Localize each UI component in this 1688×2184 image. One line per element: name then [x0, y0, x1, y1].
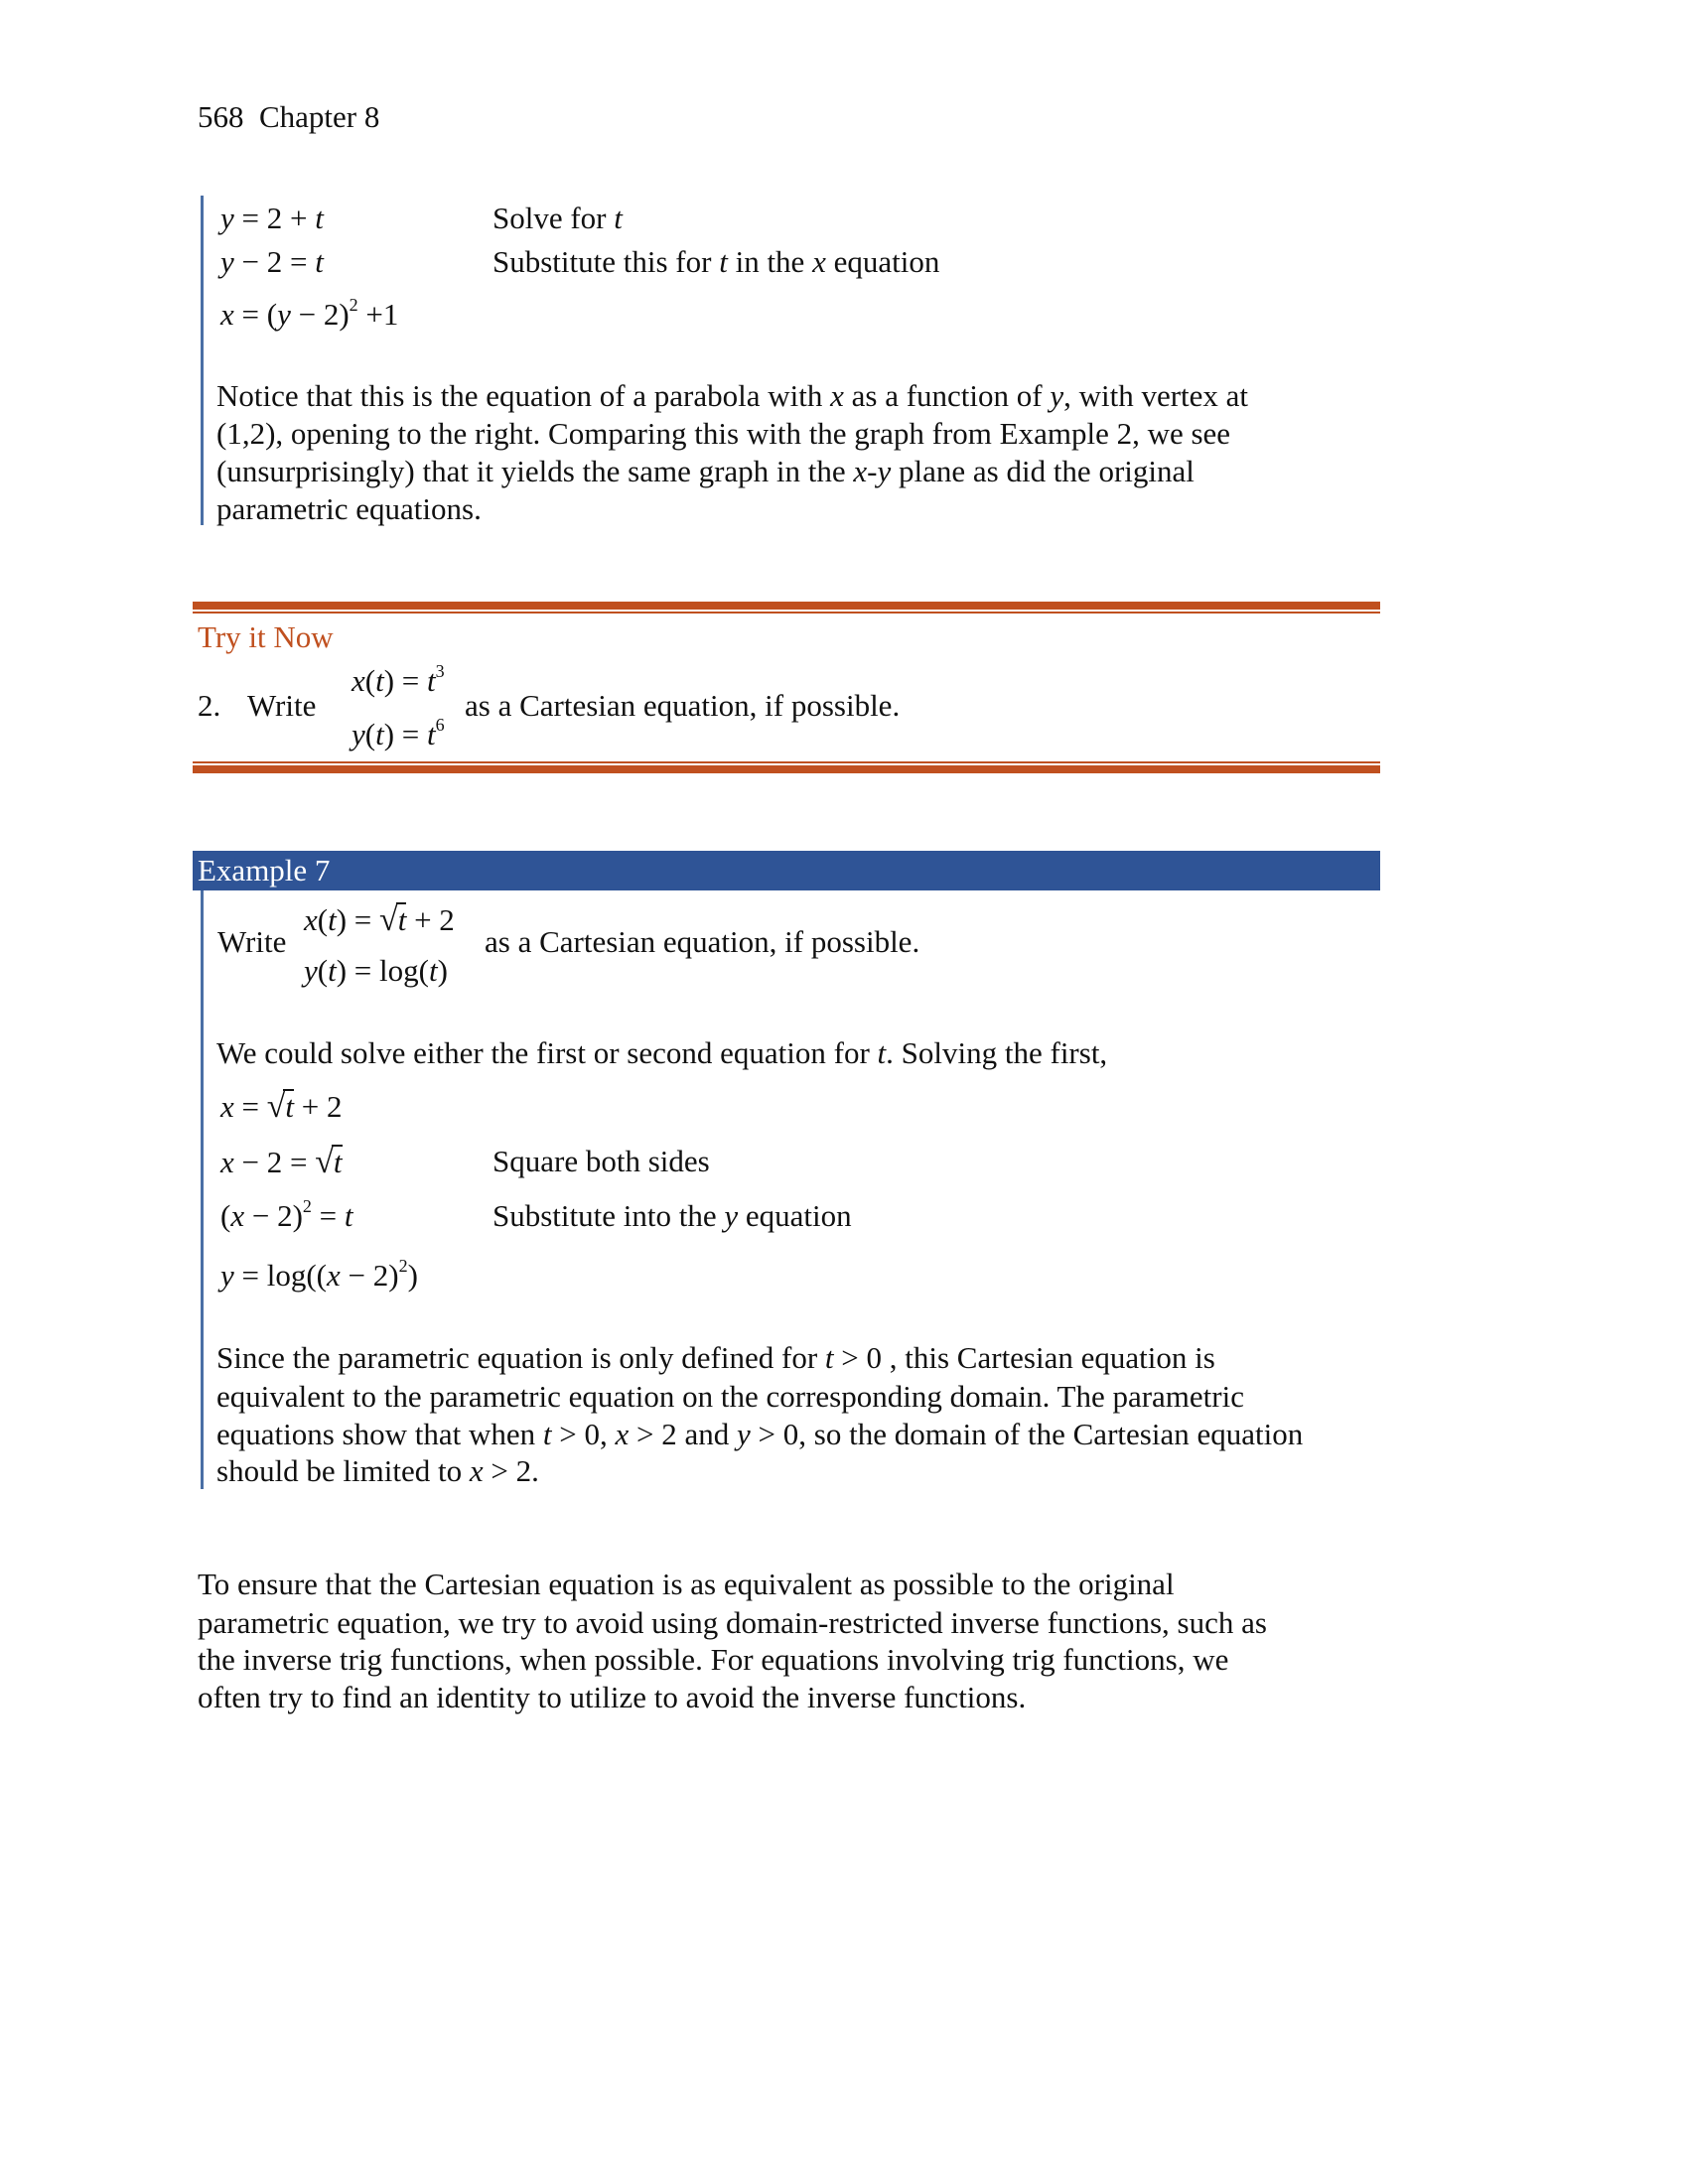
math-variable: t	[328, 953, 337, 988]
text-run: ) =	[336, 902, 380, 937]
text-run: + 2	[406, 902, 455, 937]
text-run: = log((	[233, 1258, 328, 1293]
math-variable: t	[719, 244, 728, 279]
text-run: (	[317, 953, 329, 988]
equation-step	[220, 201, 324, 236]
text-run: the inverse trig functions, when possible. For equations involving trig functions, we	[198, 1642, 1229, 1677]
math-variable: t	[614, 201, 623, 235]
text-run: equations show that when	[216, 1417, 543, 1451]
text-run: equivalent to the parametric equation on the corresponding domain. The parametric	[216, 1379, 1244, 1414]
text-run: )	[407, 1258, 418, 1293]
math-variable: t	[877, 1035, 887, 1070]
text-run: + 2	[294, 1089, 343, 1124]
math-variable: x	[615, 1417, 630, 1451]
math-variable: t	[542, 1417, 552, 1451]
math-variable: x-y	[853, 454, 892, 488]
paragraph-line	[198, 1642, 1228, 1678]
math-variable: t	[285, 1089, 295, 1124]
math-variable: y	[737, 1417, 751, 1451]
text-run: Since the parametric equation is only defined for	[216, 1340, 825, 1375]
math-variable: t	[427, 717, 436, 751]
text-run: = (	[233, 297, 278, 332]
math-variable: y	[724, 1198, 739, 1233]
step-note	[492, 201, 623, 236]
paragraph-line	[216, 416, 1230, 452]
paragraph-line	[216, 1379, 1244, 1415]
text-run: =	[311, 1198, 345, 1233]
text-run: plane as did the original	[891, 454, 1195, 488]
exercise-eq-x	[352, 663, 445, 699]
text-run: often try to find an identity to utilize to avoid the inverse functions.	[198, 1680, 1027, 1714]
try-top-bar-thin	[193, 612, 1380, 614]
example-border	[201, 196, 204, 525]
paragraph-line	[216, 491, 482, 527]
text-run: > 2.	[483, 1453, 539, 1488]
math-variable: y	[220, 201, 234, 235]
math-variable: t	[824, 1340, 834, 1375]
text-run: )	[437, 953, 448, 988]
math-variable: y	[304, 953, 318, 988]
text-run: To ensure that the Cartesian equation is as equivalent as possible to the original	[198, 1567, 1175, 1601]
text-run: equation	[738, 1198, 852, 1233]
sqrt-sign: √	[266, 1088, 286, 1125]
example-eq-y	[304, 953, 448, 989]
text-run: (	[220, 1198, 231, 1233]
superscript: 3	[435, 661, 445, 681]
example-eq-x	[304, 901, 455, 939]
sqrt-sign: √	[315, 1144, 334, 1180]
math-variable: t	[328, 902, 337, 937]
exercise-write: Write	[247, 688, 317, 723]
paragraph-line	[216, 1453, 539, 1489]
text-run: as a function of	[843, 378, 1051, 413]
math-variable: t	[315, 244, 324, 279]
equation-step	[220, 1258, 418, 1294]
math-variable: t	[333, 1145, 343, 1179]
math-variable: x	[812, 244, 826, 279]
text-run: (1,2), opening to the right. Comparing this with the graph from Example 2, we see	[216, 416, 1231, 451]
text-run: > 0, so the domain of the Cartesian equation	[750, 1417, 1304, 1451]
math-variable: t	[427, 663, 436, 698]
text-run: > 0 , this Cartesian equation is	[833, 1340, 1215, 1375]
text-run: > 2 and	[629, 1417, 738, 1451]
step-note	[492, 1144, 710, 1179]
paragraph-line	[216, 1417, 1303, 1452]
text-run: − 2 =	[233, 244, 316, 279]
text-run: parametric equations.	[216, 491, 482, 526]
text-run: = 2 +	[233, 201, 316, 235]
text-run: − 2)	[340, 1258, 399, 1293]
text-run: − 2)	[244, 1198, 303, 1233]
text-run: > 0,	[551, 1417, 616, 1451]
superscript: 2	[349, 295, 358, 315]
text-run: Notice that this is the equation of a parabola with	[216, 378, 831, 413]
math-variable: x	[220, 1145, 234, 1179]
text-run: (unsurprisingly) that it yields the same graph in the	[216, 454, 854, 488]
example-write: Write	[217, 924, 287, 959]
math-variable: y	[352, 717, 365, 751]
try-it-now-title: Try it Now	[198, 619, 334, 654]
text-run: (	[317, 902, 329, 937]
superscript: 2	[398, 1256, 408, 1276]
step-note	[492, 1198, 852, 1234]
try-bottom-bar-thin	[193, 761, 1380, 763]
paragraph-line	[216, 378, 1248, 414]
paragraph-line	[216, 454, 1195, 489]
text-run: Square both sides	[492, 1144, 710, 1178]
math-variable: x	[220, 297, 234, 332]
math-variable: y	[220, 1258, 234, 1293]
math-variable: t	[344, 1198, 353, 1233]
text-run: Substitute into the	[492, 1198, 725, 1233]
superscript: 6	[435, 715, 445, 735]
text-run: in the	[727, 244, 813, 279]
math-variable: t	[375, 717, 384, 751]
text-run: Solve for	[492, 201, 615, 235]
equation-step	[220, 297, 398, 333]
sqrt-sign: √	[379, 901, 398, 938]
text-run: − 2 =	[233, 1145, 316, 1179]
equation-step	[220, 1144, 343, 1181]
text-run: Substitute this for	[492, 244, 720, 279]
math-variable: x	[327, 1258, 341, 1293]
math-variable: y	[277, 297, 291, 332]
text-run: ) =	[383, 663, 428, 698]
example-border	[201, 890, 204, 1489]
text-run: , with vertex at	[1063, 378, 1249, 413]
equation-step	[220, 1088, 343, 1126]
example-suffix: as a Cartesian equation, if possible.	[485, 924, 920, 959]
try-top-bar-thick	[193, 602, 1380, 610]
math-variable: x	[304, 902, 318, 937]
text-run: (	[364, 663, 376, 698]
try-bottom-bar-thick	[193, 765, 1380, 773]
exercise-suffix: as a Cartesian equation, if possible.	[465, 688, 901, 723]
text-run: . Solving the first,	[886, 1035, 1108, 1070]
paragraph-line	[198, 1680, 1026, 1715]
math-variable: x	[220, 1089, 234, 1124]
math-variable: x	[469, 1453, 484, 1488]
math-variable: t	[397, 902, 407, 937]
page-header	[198, 99, 379, 135]
math-variable: y	[220, 244, 234, 279]
exercise-eq-y	[352, 717, 445, 752]
text-run: − 2)	[290, 297, 350, 332]
math-variable: y	[1050, 378, 1064, 413]
math-variable: t	[375, 663, 384, 698]
text-run: ) = log(	[336, 953, 429, 988]
paragraph-line	[216, 1340, 1215, 1376]
text-run: (	[364, 717, 376, 751]
text-run: We could solve either the first or second equation for	[216, 1035, 878, 1070]
math-variable: t	[315, 201, 324, 235]
text-run: ) =	[383, 717, 428, 751]
text-run: +1	[357, 297, 399, 332]
chapter-label: Chapter 8	[259, 99, 380, 134]
superscript: 2	[302, 1196, 312, 1216]
text-run: =	[233, 1089, 267, 1124]
paragraph-line	[216, 1035, 1107, 1071]
math-variable: x	[830, 378, 844, 413]
equation-step	[220, 1198, 353, 1234]
math-variable: x	[230, 1198, 245, 1233]
math-variable: x	[352, 663, 365, 698]
paragraph-line	[198, 1567, 1175, 1602]
example-title: Example 7	[193, 851, 1380, 890]
text-run: parametric equation, we try to avoid using domain-restricted inverse functions, such as	[198, 1605, 1267, 1640]
exercise-number: 2.	[198, 688, 221, 723]
text-run: equation	[825, 244, 940, 279]
page-number: 568	[198, 99, 244, 134]
step-note	[492, 244, 939, 280]
math-variable: t	[428, 953, 438, 988]
paragraph-line	[198, 1605, 1267, 1641]
text-run: should be limited to	[216, 1453, 470, 1488]
equation-step	[220, 244, 324, 280]
